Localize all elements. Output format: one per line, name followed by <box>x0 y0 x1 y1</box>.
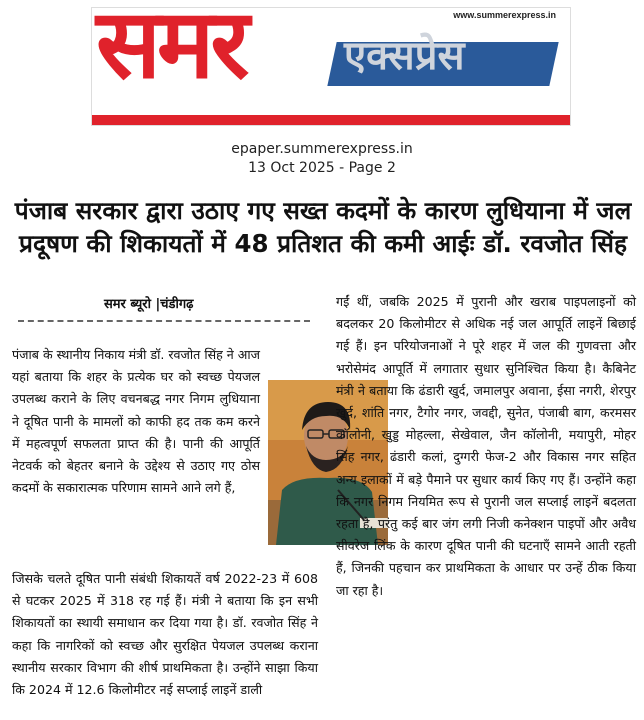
article-column-1-bottom: जिसके चलते दूषित पानी संबंधी शिकायतें वर्ष 2022-23 में 608 से घटकर 2025 में 318 रह गई हैं। मंत्री ने बताया कि इन सभी शिकायतों का स्थायी समाधान कर दिया गया है। डॉ. रवजोत सिंह ने कहा कि नागरिकों को स्वच्छ और सुरक्षित पेयजल उपलब्ध कराना स्थानीय सरकार विभाग की शीर्ष प्राथमिकता है। उन्होंने साझा किया कि 2024 में 12.6 किलोमीटर नई सप्लाई लाइनें डाली <box>12 571 318 698</box>
edition-date-page: 13 Oct 2025 - Page 2 <box>248 160 396 176</box>
article-column-2: गईं थीं, जबकि 2025 में पुरानी और खराब पाइपलाइनों को बदलकर 20 किलोमीटर से अधिक नई जल आपूर्ति लाइनें बिछाई गई हैं। इन परियोजनाओं ने पूरे शहर में जल की गुणवत्ता और भरोसेमंद आपूर्ति में लगातार सुधार सुनिश्चित किया है। कैबिनेट मंत्री ने बताया कि ढंडारी खुर्द, जमालपुर अवाना, ईसा नगरी, शेरपुर खुर्द, शांति नगर, टैगोर नगर, जवद्दी, सुनेत, पंजाबी बाग, करमसर कॉलोनी, खुड्ड मोहल्ला, सेखेवाल, जैन कॉलोनी, मयापुरी, मोहर सिंह नगर, ढंडारी कलां, दुग्गरी फेज-2 और विकास नगर सहित अन्य इलाकों में बड़े पैमाने पर सुधार कार्य किए गए हैं। उन्होंने कहा कि नगर निगम नियमित रूप से पुरानी जल सप्लाई लाइनें बदलता रहता है, परंतु कई बार जंग लगी निजी कनेक्शन पाइपों और अवैध सीवरेज लिंक के कारण दूषित पानी की घटनाएँ सामने आती रहती हैं, जिनकी पहचान कर प्राथमिकता के आधार पर उन्हें ठीक किया जा रहा है। <box>336 294 636 598</box>
masthead-brand-secondary: एक्सप्रेस <box>344 33 465 79</box>
article-byline: समर ब्यूरो |चंडीगढ़ <box>104 297 194 312</box>
masthead-url: www.summerexpress.in <box>453 10 556 20</box>
edition-site: epaper.summerexpress.in <box>231 141 413 157</box>
masthead-red-bar <box>92 115 570 125</box>
article-column-1-top: पंजाब के स्थानीय निकाय मंत्री डॉ. रवजोत सिंह ने आज यहां बताया कि शहर के प्रत्येक घर को स्वच्छ पेयजल उपलब्ध कराने के लिए वचनबद्ध नगर निगम लुधियाना ने दूषित पानी के मामलों को काफी हद तक कम करने में महत्वपूर्ण सफलता प्राप्त की है। पानी की आपूर्ति नेटवर्क को बेहतर बनाने के उद्देश्य से उठाए गए ठोस कदमों के सकारात्मक परिणाम सामने आने लगे हैं, <box>12 347 261 496</box>
article-headline: पंजाब सरकार द्वारा उठाए गए सख्त कदमों के कारण लुधियाना में जल प्रदूषण की शिकायतों में 48 प्रतिशत की कमी आईः डॉ. रवजोत सिंह <box>14 196 632 258</box>
byline-divider <box>18 320 310 322</box>
masthead-brand-primary: समर <box>96 0 246 100</box>
masthead <box>91 0 571 126</box>
